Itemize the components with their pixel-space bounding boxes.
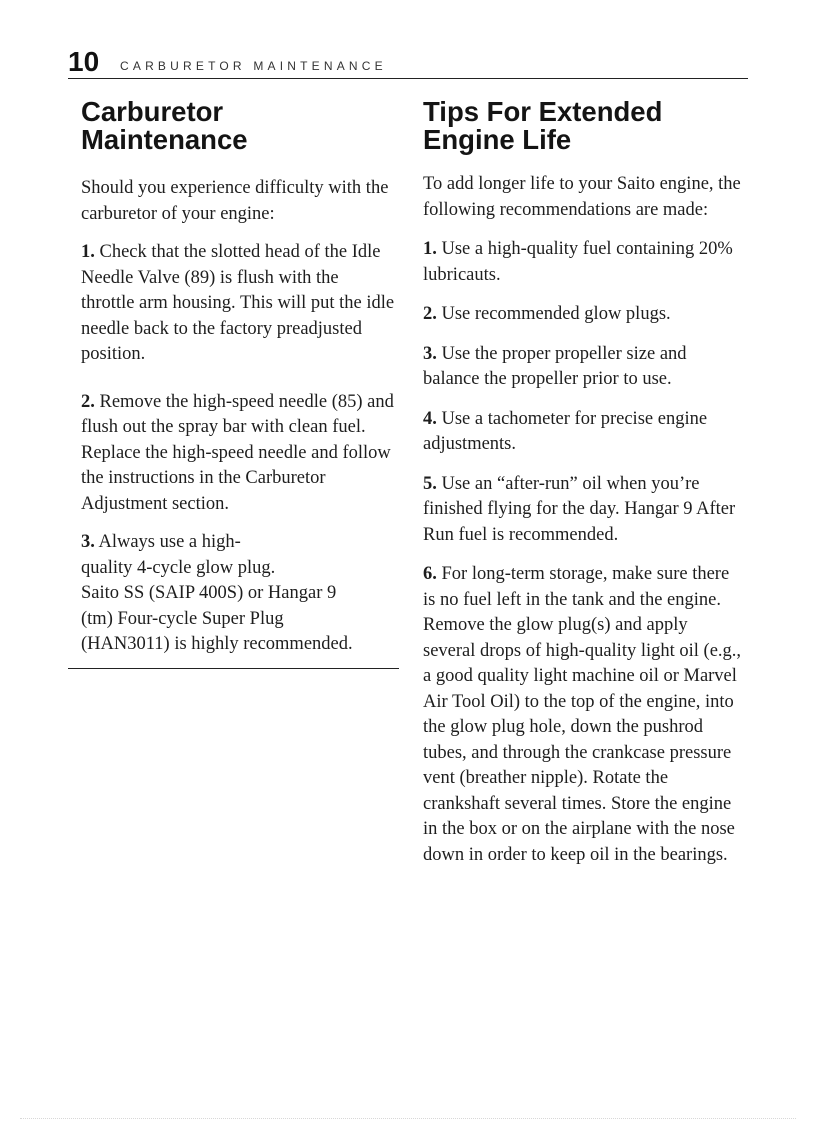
item-text: Use an “after-run” oil when you’re finished flying for the day. Hangar 9 After Run fuel is recommended.: [423, 473, 736, 545]
item-text: Always use a high- quality 4-cycle glow plug. Saito SS (SAIP 400S) or Hangar 9 (tm) Four-cycle Super Plug (HAN3011) is highly recommended.: [81, 532, 353, 654]
item-number: 2.: [423, 304, 437, 324]
item-number: 2.: [81, 391, 95, 412]
right-item-1: [423, 237, 743, 288]
item-text: Use the proper propeller size and balance the propeller prior to use.: [423, 343, 687, 389]
extended-engine-life-heading: Tips For Extended Engine Life: [423, 96, 663, 155]
running-title: CARBURETOR MAINTENANCE: [120, 59, 387, 73]
left-item-3: [81, 530, 396, 658]
item-text: Use a high-quality fuel containing 20% lubricauts.: [423, 239, 733, 285]
footer-dotted-line: [20, 1118, 796, 1119]
right-item-6: [423, 562, 743, 868]
item-text: Check that the slotted head of the Idle Needle Valve (89) is flush with the throttle arm housing. This will put the idle needle back to the factory preadjusted position.: [81, 242, 395, 364]
item-text: Use recommended glow plugs.: [441, 304, 671, 324]
item-text: Remove the high-speed needle (85) and flush out the spray bar with clean fuel. Replace the high-speed needle and follow the instructions in the Carburetor Adjustment section.: [81, 391, 394, 514]
item-number: 3.: [81, 532, 95, 552]
item-number: 6.: [423, 564, 437, 584]
right-intro: To add longer life to your Saito engine, the following recommendations are made:: [423, 174, 741, 220]
left-column: [81, 98, 396, 671]
right-item-3: [423, 342, 743, 393]
right-column: [423, 98, 743, 882]
right-item-5: [423, 472, 743, 549]
left-column-rule: [68, 668, 399, 669]
item-number: 4.: [423, 408, 437, 429]
left-item-2: [81, 390, 396, 518]
item-number: 3.: [423, 343, 437, 364]
left-intro: Should you experience difficulty with the carburetor of your engine:: [81, 178, 389, 224]
carburetor-maintenance-heading: Carburetor Maintenance: [81, 96, 248, 155]
page-header: [68, 46, 748, 79]
page-number: 10: [68, 46, 100, 77]
left-item-1: [81, 240, 396, 368]
right-item-4: [423, 407, 743, 458]
right-item-2: [423, 302, 743, 328]
item-text: For long-term storage, make sure there is no fuel left in the tank and the engine. Remove the glow plug(s) and apply several drops of high-quality light oil (e.g., a good quality light machine oil or Marvel Air Tool Oil) to the top of the engine, into the glow plug hole, down the pushrod tubes, and through the crankcase pressure vent (breather nipple). Rotate the crankshaft several times. Store the engine in the box or on the airplane with the nose down in order to keep oil in the bearings.: [423, 564, 742, 865]
item-text: Use a tachometer for precise engine adjustments.: [423, 408, 708, 454]
item-number: 5.: [423, 473, 437, 494]
item-number: 1.: [81, 242, 95, 262]
item-number: 1.: [423, 239, 437, 259]
